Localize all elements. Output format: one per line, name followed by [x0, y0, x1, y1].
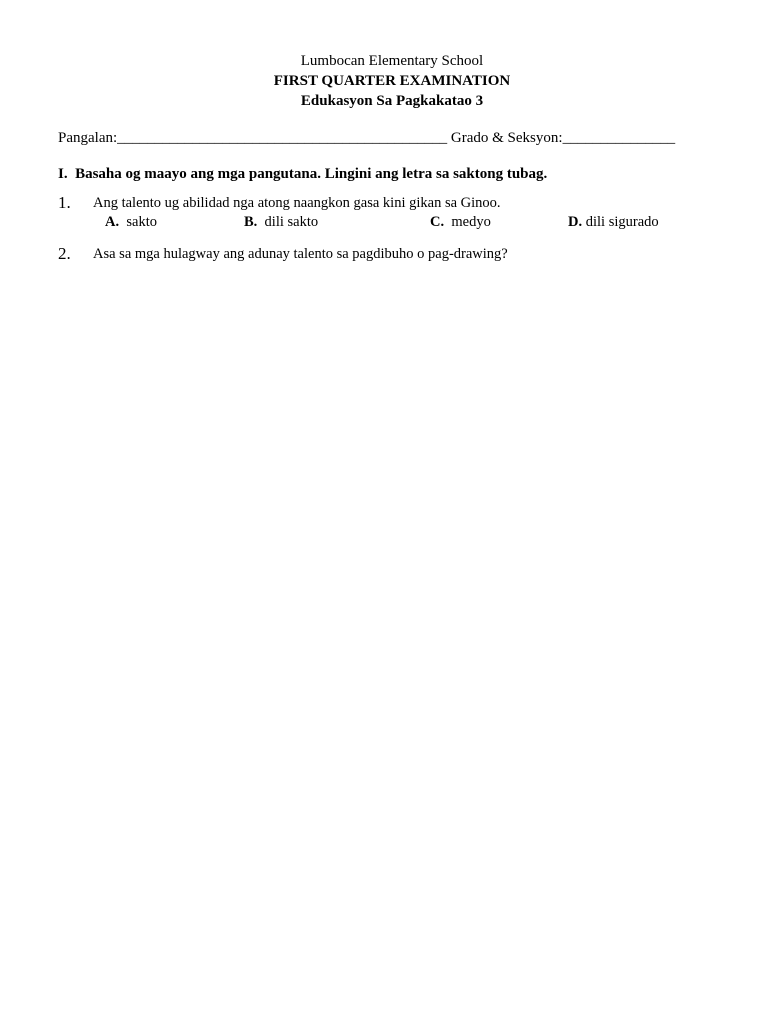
- section-number: I.: [58, 166, 68, 182]
- grade-section-blank: _______________: [562, 130, 676, 146]
- school-name: Lumbocan Elementary School: [300, 53, 484, 69]
- option-text: medyo: [451, 214, 491, 230]
- option-letter: A.: [105, 214, 120, 230]
- subject-title: Edukasyon Sa Pagkakatao 3: [300, 93, 484, 109]
- option-d: [568, 214, 659, 231]
- exam-title: FIRST QUARTER EXAMINATION: [273, 73, 511, 89]
- instruction-text: Basaha og maayo ang mga pangutana. Lingini ang letra sa saktong tubag.: [75, 166, 548, 182]
- option-text: dili sigurado: [585, 214, 659, 230]
- question-number: 2.: [58, 244, 71, 263]
- grade-section-label: Grado & Seksyon:: [450, 130, 563, 146]
- question-text: Asa sa mga hulagway ang adunay talento sa pagdibuho o pag-drawing?: [93, 246, 508, 262]
- option-letter: C.: [430, 214, 445, 230]
- option-c: [430, 214, 491, 231]
- name-blank: ____________________________________________: [117, 130, 448, 146]
- option-text: dili sakto: [264, 214, 319, 230]
- option-b: [244, 214, 318, 231]
- option-a: [105, 214, 157, 231]
- question-text: Ang talento ug abilidad nga atong naangkon gasa kini gikan sa Ginoo.: [93, 195, 501, 211]
- student-info-row: [58, 130, 675, 147]
- option-letter: B.: [244, 214, 258, 230]
- name-label: Pangalan:: [58, 130, 118, 146]
- option-letter: D.: [568, 214, 583, 230]
- section-instruction: [58, 166, 547, 183]
- option-text: sakto: [126, 214, 157, 230]
- question-number: 1.: [58, 193, 71, 212]
